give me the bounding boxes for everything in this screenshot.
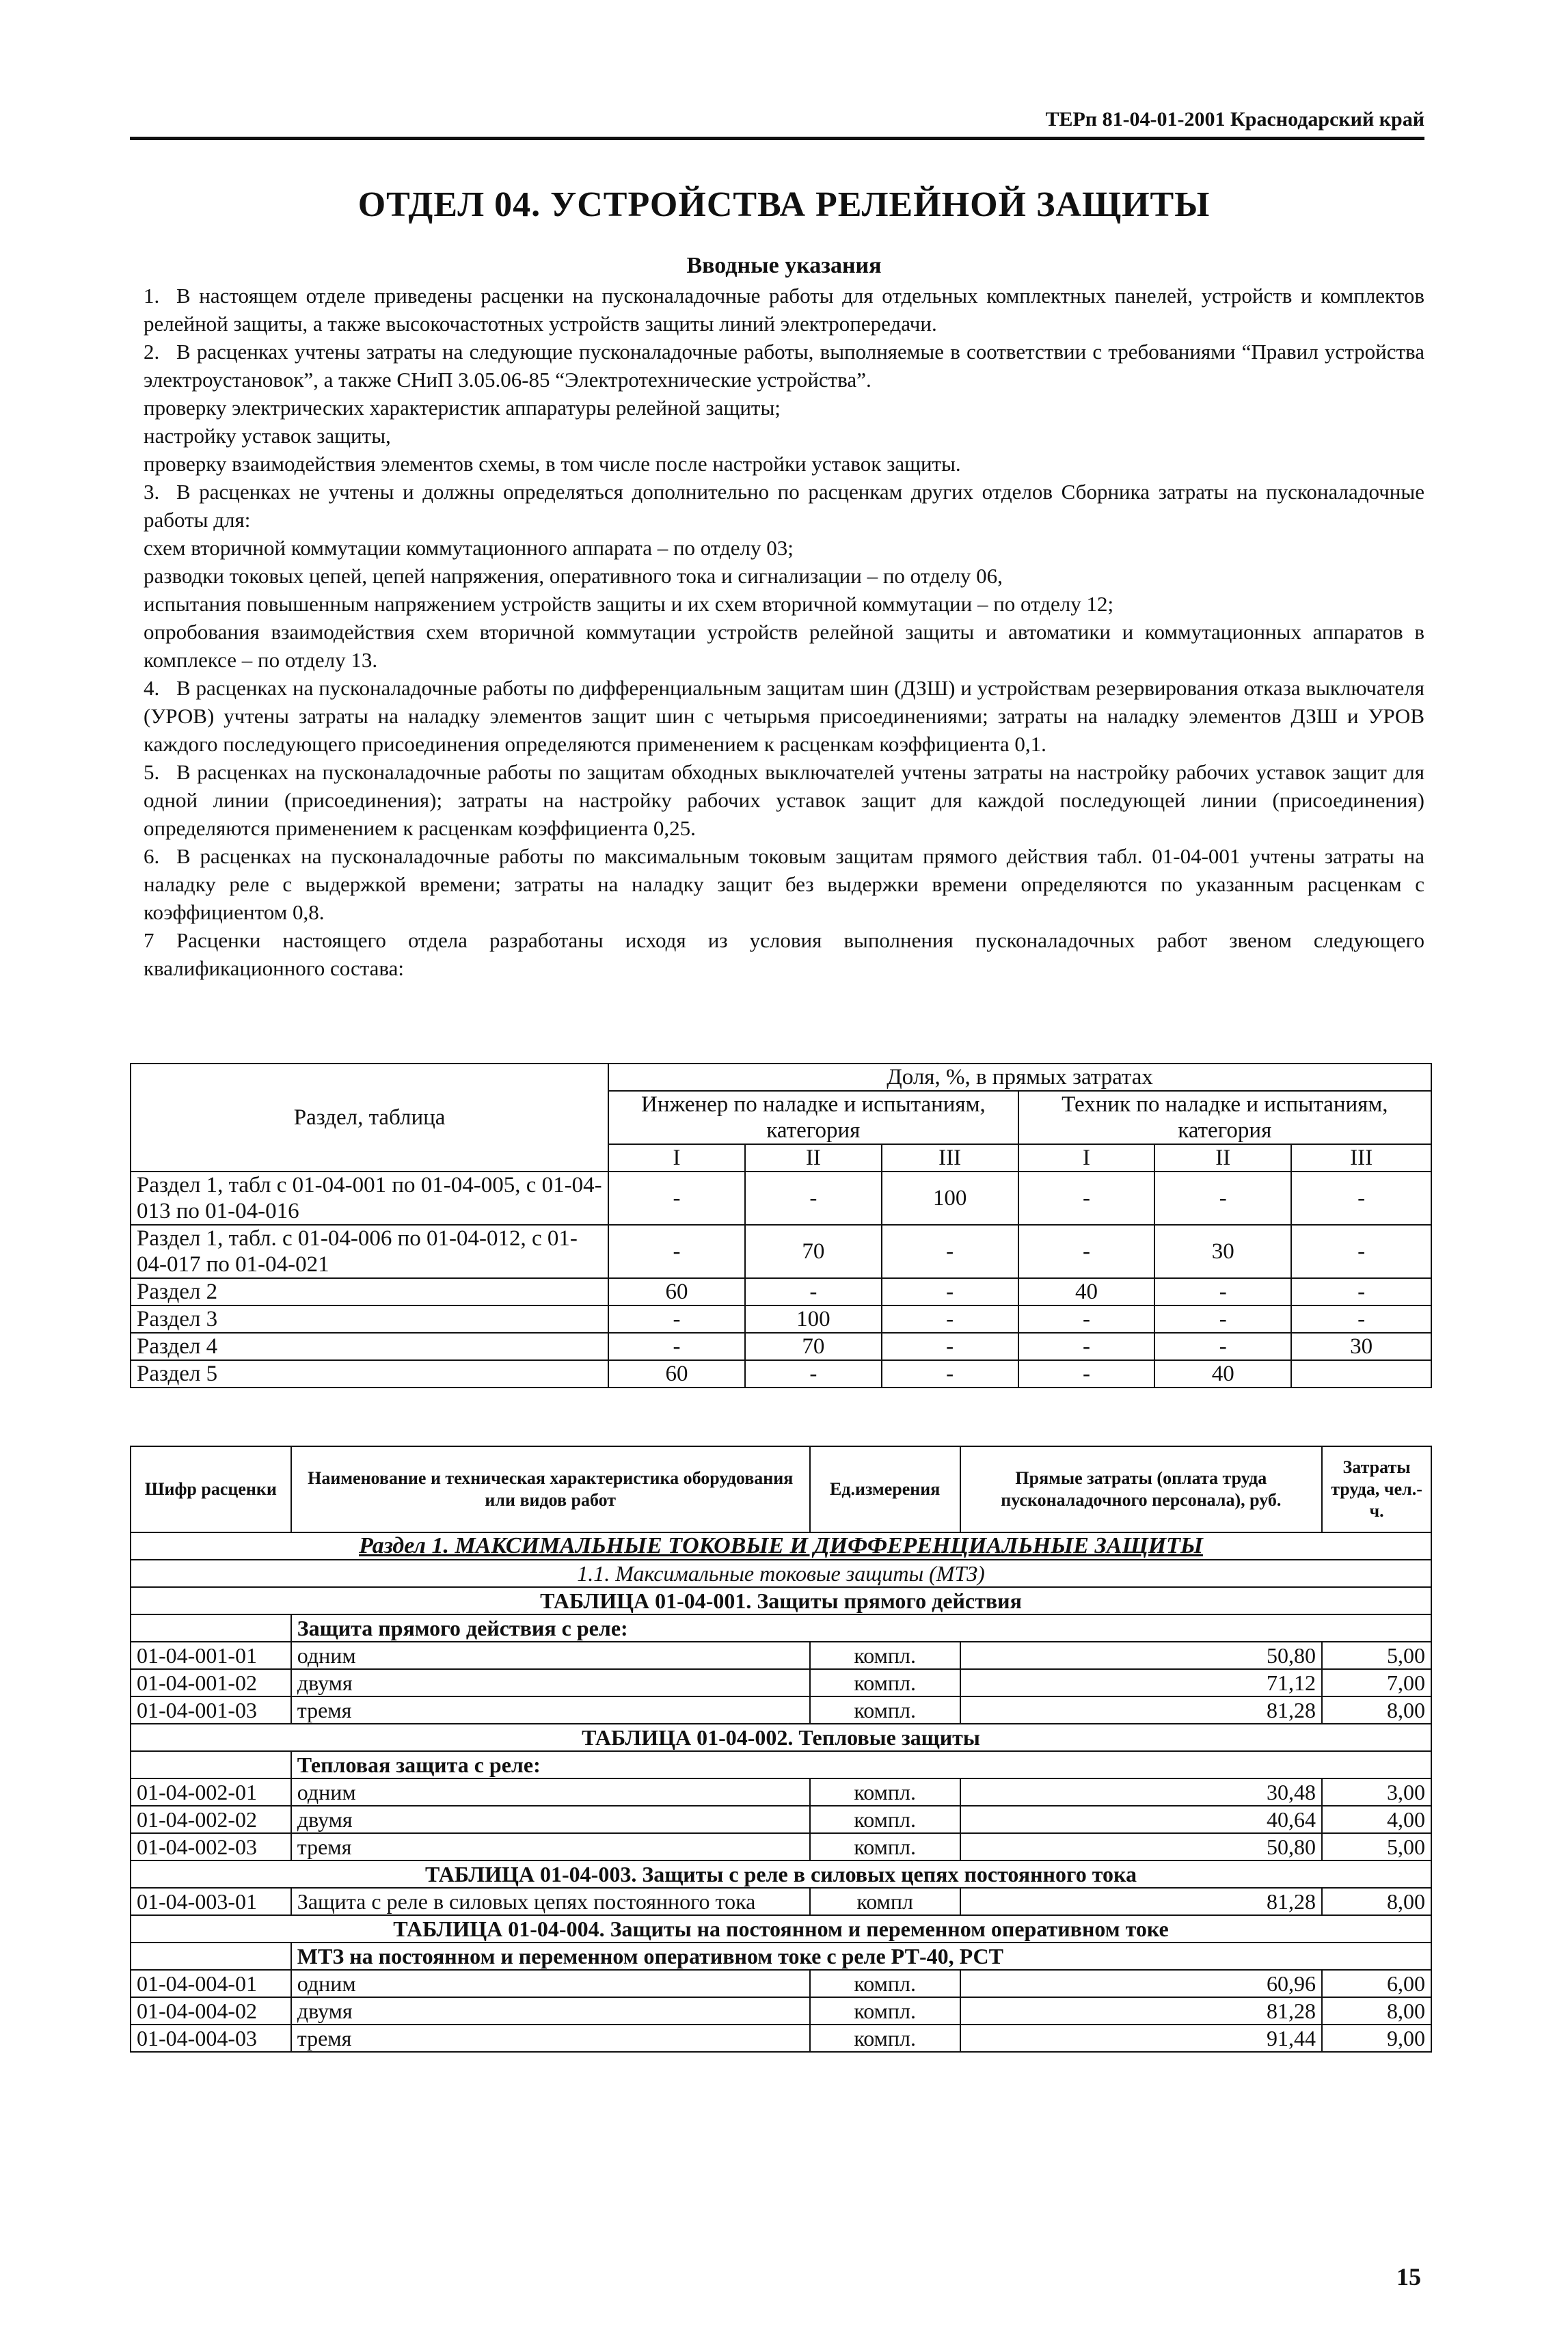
col-code-header: Шифр расценки (131, 1446, 291, 1532)
paragraph-number: 6. (144, 844, 160, 868)
dist-cell: - (745, 1278, 882, 1305)
rate-labor: 9,00 (1322, 2025, 1431, 2052)
rate-code: 01-04-002-02 (131, 1806, 291, 1833)
dist-row (131, 1333, 1431, 1360)
intro-paragraph (144, 422, 1424, 450)
dist-cell: - (745, 1172, 882, 1225)
dist-category: II (1154, 1144, 1291, 1172)
dist-cell: - (1154, 1172, 1291, 1225)
dist-cell: - (608, 1172, 745, 1225)
rate-name: тремя (291, 1696, 810, 1724)
dist-cell: 60 (608, 1360, 745, 1388)
dist-cell: 30 (1154, 1225, 1291, 1278)
intro-paragraph (144, 758, 1424, 842)
rate-labor: 5,00 (1322, 1833, 1431, 1860)
rate-name: двумя (291, 1997, 810, 2025)
dist-cell: - (1291, 1305, 1431, 1333)
group-code-cell (131, 1614, 291, 1642)
intro-paragraph (144, 926, 1424, 982)
rate-labor: 5,00 (1322, 1642, 1431, 1669)
rate-code: 01-04-001-02 (131, 1669, 291, 1696)
rate-cost: 81,28 (960, 1888, 1322, 1915)
table-row (131, 2025, 1431, 2052)
group-row (131, 1943, 1431, 1970)
paragraph-text: разводки токовых цепей, цепей напряжения, оперативного тока и сигнализации – по отделу 06, (144, 564, 1003, 588)
header-rule (130, 137, 1424, 140)
rate-cost: 40,64 (960, 1806, 1322, 1833)
table-title-row (131, 1915, 1431, 1943)
intro-paragraph (144, 478, 1424, 534)
intro-paragraph (144, 450, 1424, 478)
dist-cell: - (608, 1333, 745, 1360)
dist-col-share: Доля, %, в прямых затратах (608, 1064, 1431, 1091)
dist-cell: - (882, 1333, 1018, 1360)
col-cost-header: Прямые затраты (оплата труда пусконаладочного персонала), руб. (960, 1446, 1322, 1532)
dist-cell: - (1018, 1225, 1155, 1278)
rate-unit: компл. (810, 1970, 960, 1997)
dist-cell: - (608, 1225, 745, 1278)
dist-row (131, 1360, 1431, 1388)
col-name-header: Наименование и техническая характеристика оборудования или видов работ (291, 1446, 810, 1532)
table-title: ТАБЛИЦА 01-04-002. Тепловые защиты (131, 1724, 1431, 1751)
dist-cell: 40 (1018, 1278, 1155, 1305)
group-row (131, 1751, 1431, 1778)
col-unit-header: Ед.измерения (810, 1446, 960, 1532)
dist-cell: - (1018, 1360, 1155, 1388)
table-title-row (131, 1587, 1431, 1614)
dist-col-technician: Техник по наладке и испытаниям, категория (1018, 1091, 1431, 1144)
paragraph-text: В расценках учтены затраты на следующие пусконаладочные работы, выполняемые в соответствии с требованиями “Правил устройства электроустановок”, а также СНиП 3.05.06-85 “Электротехнические устройства”. (144, 340, 1424, 392)
rate-code: 01-04-004-02 (131, 1997, 291, 2025)
paragraph-number: 4. (144, 676, 160, 700)
dist-cell: - (608, 1305, 745, 1333)
dist-category: I (608, 1144, 745, 1172)
dist-category: III (882, 1144, 1018, 1172)
rate-name: тремя (291, 2025, 810, 2052)
table-row (131, 1642, 1431, 1669)
paragraph-number: 1. (144, 284, 160, 308)
section-title: Раздел 1. МАКСИМАЛЬНЫЕ ТОКОВЫЕ И ДИФФЕРЕНЦИАЛЬНЫЕ ЗАЩИТЫ (131, 1532, 1431, 1560)
rate-name: двумя (291, 1669, 810, 1696)
rate-code: 01-04-002-03 (131, 1833, 291, 1860)
distribution-table (130, 1063, 1432, 1388)
intro-paragraph (144, 338, 1424, 394)
rate-code: 01-04-004-01 (131, 1970, 291, 1997)
table-row (131, 1970, 1431, 1997)
paragraph-text: испытания повышенным напряжением устройств защиты и их схем вторичной коммутации – по отделу 12; (144, 592, 1114, 616)
dist-cell: - (882, 1305, 1018, 1333)
rate-labor: 8,00 (1322, 1696, 1431, 1724)
price-body (131, 1532, 1431, 2052)
dist-cell: - (882, 1360, 1018, 1388)
dist-cell: - (882, 1278, 1018, 1305)
dist-row-label: Раздел 3 (131, 1305, 608, 1333)
rate-code: 01-04-003-01 (131, 1888, 291, 1915)
paragraph-text: В настоящем отделе приведены расценки на пусконаладочные работы для отдельных комплектных панелей, устройств и комплектов релейной защиты, а также высокочастотных устройств защиты линий электропередачи. (144, 284, 1424, 336)
rate-code: 01-04-004-03 (131, 2025, 291, 2052)
table-title-row (131, 1724, 1431, 1751)
paragraph-text: схем вторичной коммутации коммутационного аппарата – по отделу 03; (144, 536, 794, 560)
paragraph-text: настройку уставок защиты, (144, 424, 391, 448)
dist-category: II (745, 1144, 882, 1172)
table-title: ТАБЛИЦА 01-04-001. Защиты прямого действия (131, 1587, 1431, 1614)
table-row (131, 1669, 1431, 1696)
rate-labor: 4,00 (1322, 1806, 1431, 1833)
dist-cell: - (1291, 1225, 1431, 1278)
table-title-row (131, 1860, 1431, 1888)
intro-paragraph (144, 674, 1424, 758)
rate-cost: 30,48 (960, 1778, 1322, 1806)
rate-unit: компл. (810, 1669, 960, 1696)
page-number: 15 (1396, 2263, 1421, 2290)
dist-row-label: Раздел 4 (131, 1333, 608, 1360)
table-title: ТАБЛИЦА 01-04-003. Защиты с реле в силовых цепях постоянного тока (131, 1860, 1431, 1888)
rate-name: одним (291, 1642, 810, 1669)
dist-row-label: Раздел 2 (131, 1278, 608, 1305)
group-label: Защита прямого действия с реле: (291, 1614, 1431, 1642)
rate-unit: компл. (810, 1696, 960, 1724)
rate-name: Защита с реле в силовых цепях постоянного тока (291, 1888, 810, 1915)
dist-cell: - (1291, 1172, 1431, 1225)
paragraph-text: В расценках не учтены и должны определяться дополнительно по расценкам других отделов Сборника затраты на пусконаладочные работы для: (144, 480, 1424, 532)
rate-code: 01-04-001-01 (131, 1642, 291, 1669)
dist-cell: - (1018, 1305, 1155, 1333)
dist-row (131, 1225, 1431, 1278)
intro-paragraph (144, 842, 1424, 926)
rate-labor: 6,00 (1322, 1970, 1431, 1997)
running-header: ТЕРп 81-04-01-2001 Краснодарский край (1045, 108, 1424, 131)
intro-paragraph (144, 562, 1424, 590)
group-code-cell (131, 1751, 291, 1778)
paragraph-text: В расценках на пусконаладочные работы по дифференциальным защитам шин (ДЗШ) и устройствам резервирования отказа выключателя (УРОВ) учтены затраты на наладку элементов защит шин с четырьмя присоединениями; затраты на наладку элементов ДЗШ и УРОВ каждого последующего присоединения определяются применением к расценкам коэффициента 0,1. (144, 676, 1424, 756)
dist-cell: 40 (1154, 1360, 1291, 1388)
table-row (131, 1806, 1431, 1833)
paragraph-number: 3. (144, 480, 160, 504)
intro-paragraph (144, 590, 1424, 618)
rate-unit: компл. (810, 1806, 960, 1833)
rate-unit: компл. (810, 2025, 960, 2052)
table-row (131, 1778, 1431, 1806)
paragraph-text: В расценках на пусконаладочные работы по защитам обходных выключателей учтены затраты на настройку рабочих уставок защит для одной линии (присоединения); затраты на настройку рабочих уставок защит для каждой последующей линии (присоединения) определяются применением к расценкам коэффициента 0,25. (144, 760, 1424, 840)
dist-cell: 100 (745, 1305, 882, 1333)
paragraph-text: Расценки настоящего отдела разработаны исходя из условия выполнения пусконаладочных работ звеном следующего квалификационного состава: (144, 928, 1424, 980)
rate-cost: 91,44 (960, 2025, 1322, 2052)
dist-cell: 30 (1291, 1333, 1431, 1360)
dist-body (131, 1172, 1431, 1388)
group-label: Тепловая защита с реле: (291, 1751, 1431, 1778)
subsection-title: 1.1. Максимальные токовые защиты (МТЗ) (131, 1560, 1431, 1587)
rate-unit: компл. (810, 1642, 960, 1669)
rate-cost: 60,96 (960, 1970, 1322, 1997)
dist-cell: - (1018, 1172, 1155, 1225)
rate-labor: 7,00 (1322, 1669, 1431, 1696)
group-row (131, 1614, 1431, 1642)
table-row (131, 1696, 1431, 1724)
rate-unit: компл (810, 1888, 960, 1915)
rate-unit: компл. (810, 1833, 960, 1860)
dist-row-label: Раздел 1, табл. с 01-04-006 по 01-04-012, с 01-04-017 по 01-04-021 (131, 1225, 608, 1278)
intro-text (144, 282, 1424, 982)
page-title: ОТДЕЛ 04. УСТРОЙСТВА РЕЛЕЙНОЙ ЗАЩИТЫ (357, 185, 1211, 224)
paragraph-text: опробования взаимодействия схем вторичной коммутации устройств релейной защиты и автоматики и коммутационных аппаратов в комплексе – по отделу 13. (144, 620, 1424, 672)
dist-cell: 70 (745, 1225, 882, 1278)
dist-cell: 60 (608, 1278, 745, 1305)
dist-cell: - (1018, 1333, 1155, 1360)
rate-code: 01-04-002-01 (131, 1778, 291, 1806)
rate-cost: 50,80 (960, 1833, 1322, 1860)
dist-col-engineer: Инженер по наладке и испытаниям, категория (608, 1091, 1018, 1144)
rate-code: 01-04-001-03 (131, 1696, 291, 1724)
paragraph-text: проверку взаимодействия элементов схемы, в том числе после настройки уставок защиты. (144, 452, 961, 476)
dist-cell: - (1154, 1278, 1291, 1305)
intro-paragraph (144, 618, 1424, 674)
dist-cell: - (1154, 1333, 1291, 1360)
dist-cell: 70 (745, 1333, 882, 1360)
col-labor-header: Затраты труда, чел.-ч. (1322, 1446, 1431, 1532)
paragraph-number: 5. (144, 760, 160, 784)
table-row (131, 1833, 1431, 1860)
rate-name: одним (291, 1970, 810, 1997)
paragraph-number: 2. (144, 340, 160, 364)
dist-row-label: Раздел 1, табл с 01-04-001 по 01-04-005, с 01-04-013 по 01-04-016 (131, 1172, 608, 1225)
rate-cost: 71,12 (960, 1669, 1322, 1696)
dist-cell: - (882, 1225, 1018, 1278)
rate-unit: компл. (810, 1778, 960, 1806)
rate-cost: 81,28 (960, 1997, 1322, 2025)
dist-cell: - (1154, 1305, 1291, 1333)
rate-name: двумя (291, 1806, 810, 1833)
group-label: МТЗ на постоянном и переменном оперативном токе с реле РТ-40, РСТ (291, 1943, 1431, 1970)
dist-cell: - (1291, 1278, 1431, 1305)
intro-paragraph (144, 282, 1424, 338)
rate-cost: 81,28 (960, 1696, 1322, 1724)
paragraph-number: 7 (144, 928, 154, 952)
rate-cost: 50,80 (960, 1642, 1322, 1669)
dist-row (131, 1172, 1431, 1225)
dist-cell: - (745, 1360, 882, 1388)
dist-row-label: Раздел 5 (131, 1360, 608, 1388)
rate-name: одним (291, 1778, 810, 1806)
group-code-cell (131, 1943, 291, 1970)
dist-col-section: Раздел, таблица (131, 1064, 608, 1172)
table-row (131, 1997, 1431, 2025)
section-row (131, 1532, 1431, 1560)
rate-name: тремя (291, 1833, 810, 1860)
paragraph-text: проверку электрических характеристик аппаратуры релейной защиты; (144, 396, 781, 420)
rate-labor: 8,00 (1322, 1888, 1431, 1915)
dist-category: I (1018, 1144, 1155, 1172)
dist-category: III (1291, 1144, 1431, 1172)
subsection-row (131, 1560, 1431, 1587)
intro-heading: Вводные указания (686, 253, 882, 278)
table-title: ТАБЛИЦА 01-04-004. Защиты на постоянном и переменном оперативном токе (131, 1915, 1431, 1943)
dist-row (131, 1305, 1431, 1333)
rate-labor: 8,00 (1322, 1997, 1431, 2025)
dist-cell: 100 (882, 1172, 1018, 1225)
rate-unit: компл. (810, 1997, 960, 2025)
intro-paragraph (144, 394, 1424, 422)
price-table (130, 1446, 1432, 2053)
rate-labor: 3,00 (1322, 1778, 1431, 1806)
table-row (131, 1888, 1431, 1915)
paragraph-text: В расценках на пусконаладочные работы по максимальным токовым защитам прямого действия табл. 01-04-001 учтены затраты на наладку реле с выдержкой времени; затраты на наладку защит без выдержки времени определяются по указанным расценкам с коэффициентом 0,8. (144, 844, 1424, 924)
intro-paragraph (144, 534, 1424, 562)
dist-row (131, 1278, 1431, 1305)
dist-cell (1291, 1360, 1431, 1388)
